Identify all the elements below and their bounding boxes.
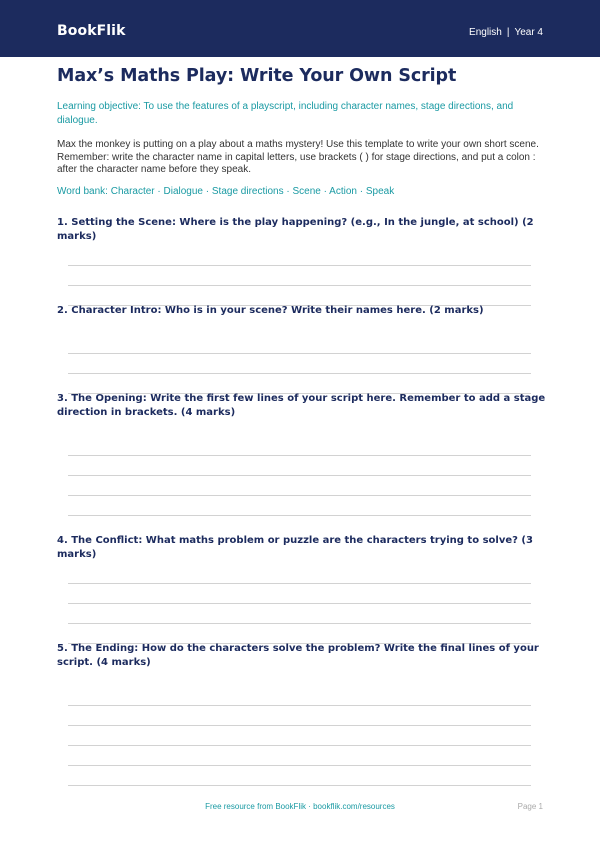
answer-line[interactable]: [68, 353, 531, 354]
word-bank: Word bank: Character · Dialogue · Stage directions · Scene · Action · Speak: [57, 186, 395, 197]
answer-line[interactable]: [68, 765, 531, 766]
footer-text: Free resource from BookFlik · bookflik.com/resources: [205, 802, 395, 811]
answer-line[interactable]: [68, 475, 531, 476]
question-2: 2. Character Intro: Who is in your scene? Write their names here. (2 marks): [57, 305, 484, 316]
intro-text: Max the monkey is putting on a play about a maths mystery! Use this template to write your own short scene. Remember: write the character name in capital letters, use brackets ( ) for stage directions, and put a colon : after the character name before they speak.: [57, 139, 539, 175]
answer-line[interactable]: [68, 603, 531, 604]
learning-objective: Learning objective: To use the features of a playscript, including character names, stage directions, and dialogue.: [57, 101, 514, 126]
answer-line[interactable]: [68, 495, 531, 496]
answer-line[interactable]: [68, 373, 531, 374]
answer-line[interactable]: [68, 285, 531, 286]
answer-line[interactable]: [68, 725, 531, 726]
answer-line[interactable]: [68, 705, 531, 706]
question-1: 1. Setting the Scene: Where is the play happening? (e.g., In the jungle, at school) (2 marks): [57, 217, 534, 242]
answer-line[interactable]: [68, 515, 531, 516]
answer-line[interactable]: [68, 265, 531, 266]
header-bar: [0, 0, 600, 57]
question-5: 5. The Ending: How do the characters solve the problem? Write the final lines of your script. (4 marks): [57, 643, 539, 668]
answer-line[interactable]: [68, 455, 531, 456]
answer-line[interactable]: [68, 785, 531, 786]
question-3: 3. The Opening: Write the first few lines of your script here. Remember to add a stage direction in brackets. (4 marks): [57, 393, 546, 418]
answer-line[interactable]: [68, 583, 531, 584]
header-separator: |: [506, 27, 510, 38]
brand-logo: BookFlik: [57, 23, 126, 39]
subject-label: English: [469, 27, 502, 38]
answer-line[interactable]: [68, 745, 531, 746]
page-title: Max’s Maths Play: Write Your Own Script: [57, 66, 457, 86]
page-number: Page 1: [517, 802, 543, 811]
year-label: Year 4: [514, 27, 543, 38]
answer-line[interactable]: [68, 623, 531, 624]
question-4: 4. The Conflict: What maths problem or puzzle are the characters trying to solve? (3 marks): [57, 535, 533, 560]
header-meta: [469, 27, 543, 38]
